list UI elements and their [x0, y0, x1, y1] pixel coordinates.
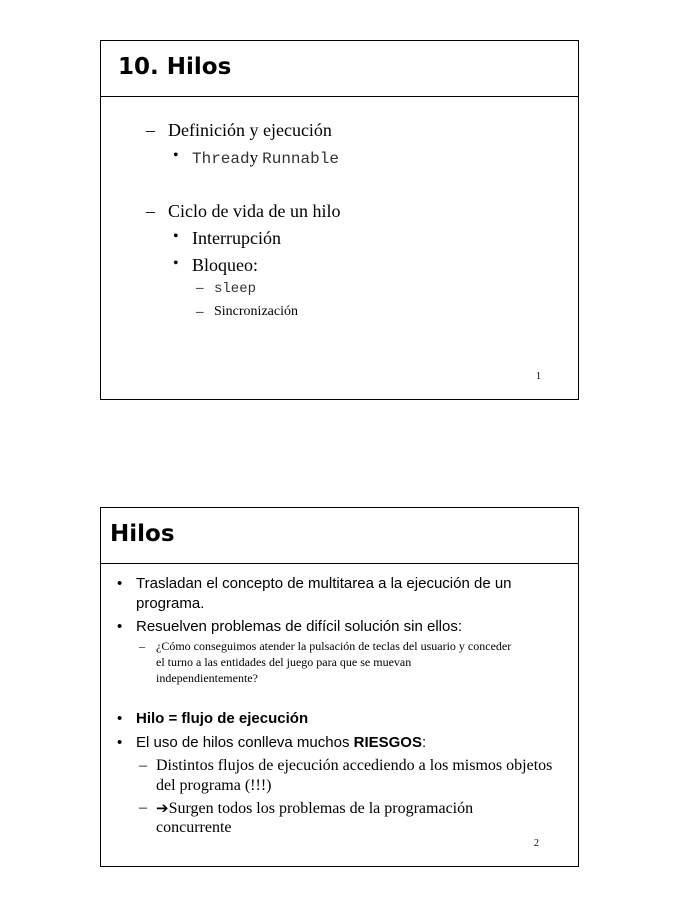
sub-2-line-2: concurrente — [156, 819, 232, 836]
dash-marker: – — [196, 280, 204, 296]
bullet-3: Hilo = flujo de ejecución — [136, 710, 309, 727]
question-line-3: independientemente? — [156, 671, 258, 685]
code-runnable: Runnable — [262, 150, 339, 168]
slide-1-title-bar — [101, 41, 578, 97]
dash-marker: – — [139, 757, 147, 774]
bullet-4 — [136, 734, 426, 751]
question-line-2: el turno a las entidades del juego para que se muevan — [156, 655, 412, 669]
item-definicion: Definición y ejecución — [168, 120, 332, 140]
sub-1-line-1: Distintos flujos de ejecución accediendo a los mismos objetos — [156, 757, 553, 774]
dash-marker: – — [139, 799, 147, 816]
item-thread-runnable — [192, 148, 339, 168]
sub-2-text: Surgen todos los problemas de la programación — [168, 800, 474, 817]
dash-marker: – — [146, 120, 155, 140]
bullet-marker: • — [173, 255, 179, 272]
item-bloqueo: Bloqueo: — [192, 255, 258, 275]
bullet-4-text: El uso de hilos conlleva muchos — [136, 734, 354, 751]
bullet-marker: • — [117, 618, 123, 635]
bullet-4-colon: : — [421, 734, 427, 751]
bullet-marker: • — [173, 147, 179, 164]
bullet-4-bold: RIESGOS — [353, 734, 422, 751]
slide-1-title: 10. Hilos — [118, 54, 232, 80]
bullet-marker: • — [117, 575, 123, 592]
question-line-1: ¿Cómo conseguimos atender la pulsación de teclas del usuario y conceder — [156, 639, 512, 653]
bullet-marker: • — [117, 710, 123, 727]
conjunction-y: y — [249, 148, 259, 167]
dash-marker: – — [196, 304, 204, 320]
sub-2-line-1 — [156, 799, 473, 818]
slide-1 — [100, 40, 579, 400]
bullet-1-line-1: Trasladan el concepto de multitarea a la ejecución de un — [136, 575, 512, 592]
bullet-marker: • — [173, 228, 179, 245]
sub-1-line-2: del programa (!!!) — [156, 777, 272, 794]
bullet-2: Resuelven problemas de difícil solución sin ellos: — [136, 618, 463, 635]
page-number: 2 — [534, 838, 539, 849]
item-interrupcion: Interrupción — [192, 228, 281, 248]
bullet-1-line-2: programa. — [136, 595, 205, 612]
item-sleep: sleep — [214, 281, 257, 297]
bullet-marker: • — [117, 734, 123, 751]
dash-marker: – — [146, 201, 155, 221]
slide-2-title: Hilos — [110, 521, 175, 547]
slide-2-title-bar — [101, 508, 578, 564]
page-number: 1 — [536, 371, 541, 382]
item-sincronizacion: Sincronización — [214, 304, 298, 319]
slide-2 — [100, 507, 579, 867]
dash-marker: – — [139, 639, 145, 653]
item-ciclo: Ciclo de vida de un hilo — [168, 201, 341, 221]
code-thread: Thread — [192, 150, 250, 168]
arrow-right-icon: ➔ — [156, 799, 169, 817]
